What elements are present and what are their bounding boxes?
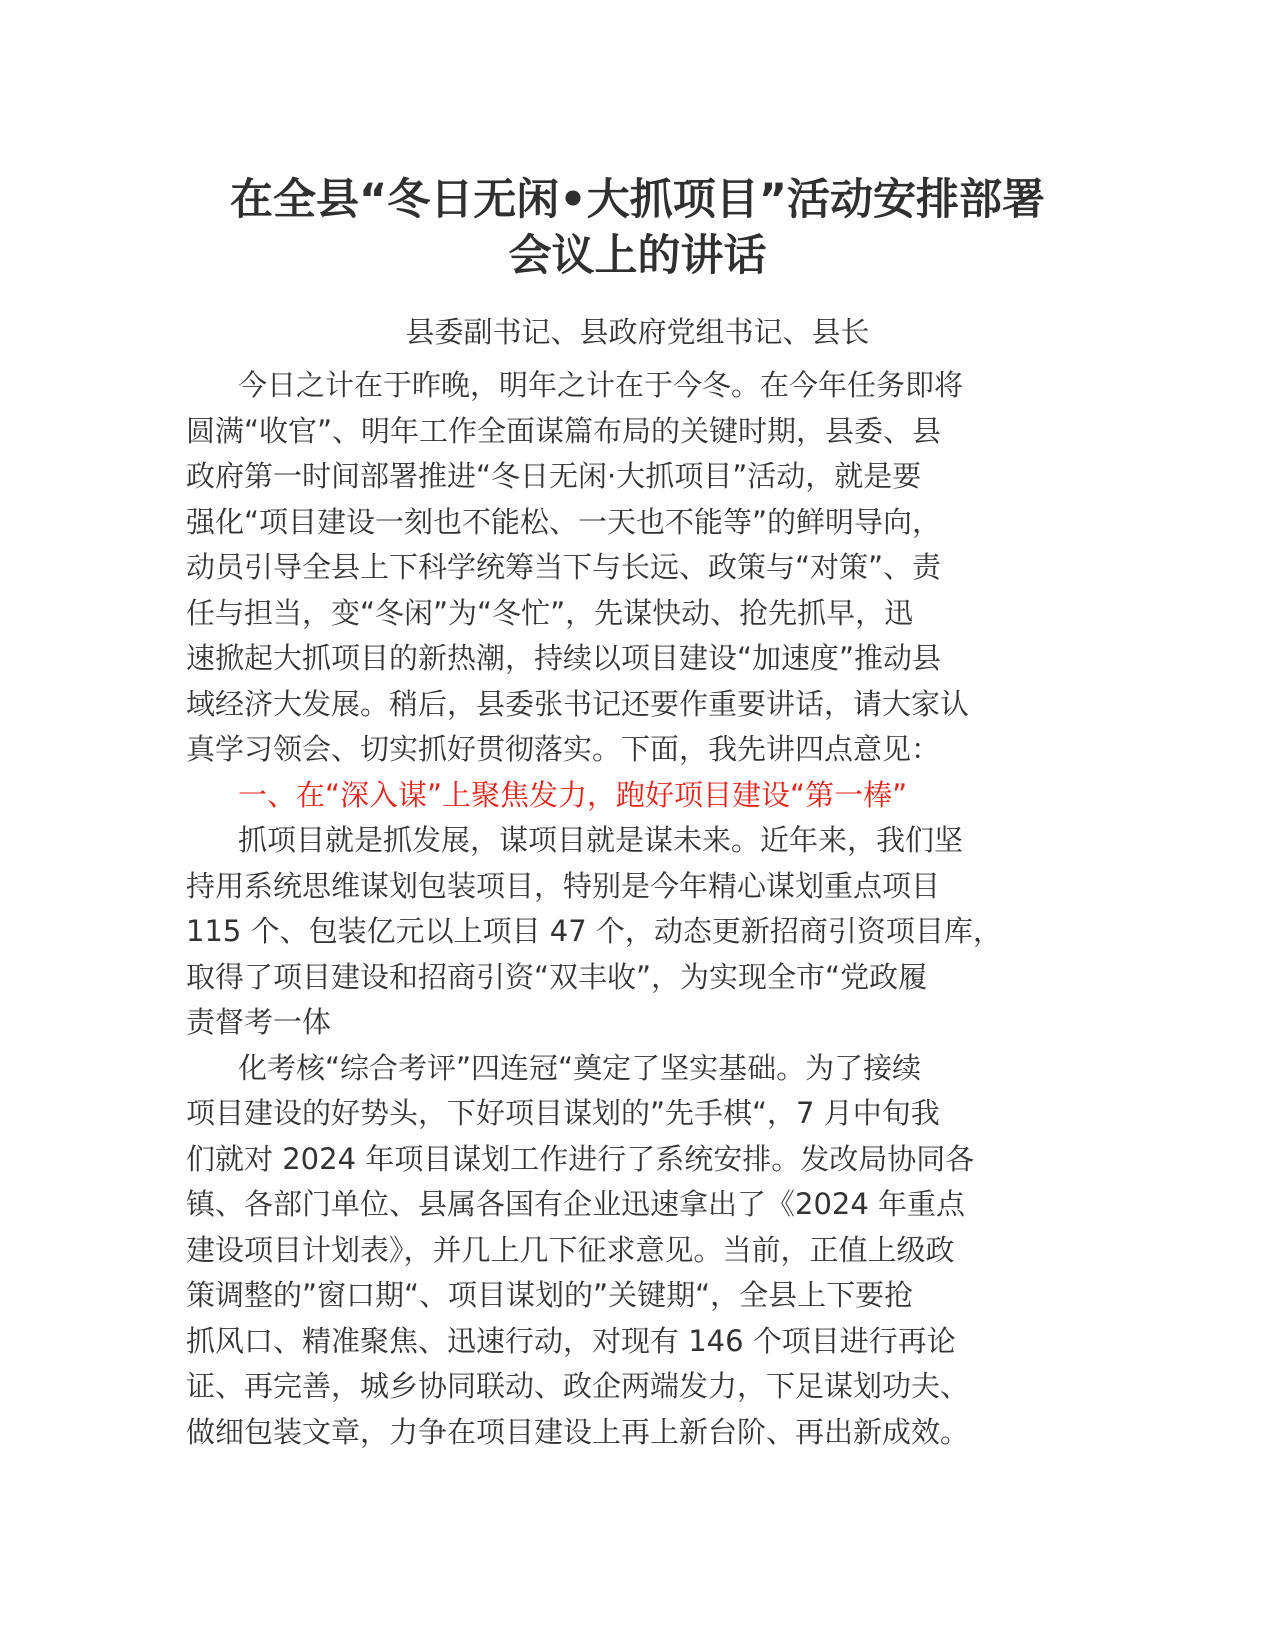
title-line: 在全县“冬日无闲•大抓项目”活动安排部署 bbox=[229, 175, 1045, 225]
section-heading bbox=[186, 773, 1091, 819]
text-line: 证、再完善，城乡协同联动、政企两端发力，下足谋划功夫、 bbox=[186, 1369, 970, 1403]
document-title bbox=[160, 172, 1115, 284]
text-line: 政府第一时间部署推进“冬日无闲·大抓项目”活动，就是要 bbox=[186, 459, 922, 493]
text-line: 项目建设的好势头，下好项目谋划的”先手棋“，7 月中旬我 bbox=[186, 1096, 940, 1130]
text-line: 真学习领会、切实抓好贯彻落实。下面，我先讲四点意见： bbox=[186, 732, 941, 766]
text-line: 持用系统思维谋划包装项目，特别是今年精心谋划重点项目 bbox=[186, 868, 941, 903]
section-heading-text: 一、在“深入谋”上聚焦发力，跑好项目建设“第一棒” bbox=[238, 777, 908, 812]
body-paragraph bbox=[186, 1046, 1091, 1456]
text-line: 抓项目就是抓发展，谋项目就是谋未来。近年来，我们坚 bbox=[238, 823, 964, 857]
text-line: 115 个、包装亿元以上项目 47 个，动态更新招商引资项目库， bbox=[186, 914, 1002, 948]
text-line: 任与担当，变“冬闲”为“冬忙”，先谋快动、抢先抓早，迅 bbox=[186, 595, 914, 630]
text-line: 动员引导全县上下科学统筹当下与长远、政策与“对策”、责 bbox=[186, 550, 942, 584]
body-paragraph bbox=[186, 818, 1091, 1046]
text-line: 化考核“综合考评”四连冠“奠定了坚实基础。为了接续 bbox=[238, 1050, 922, 1085]
text-line: 镇、各部门单位、县属各国有企业迅速拿出了《2024 年重点 bbox=[186, 1187, 966, 1221]
text-line: 策调整的”窗口期“、项目谋划的”关键期“，全县上下要抢 bbox=[186, 1278, 914, 1312]
text-line: 做细包装文章，力争在项目建设上再上新台阶、再出新成效。 bbox=[186, 1414, 970, 1449]
text-line: 速掀起大抓项目的新热潮，持续以项目建设“加速度”推动县 bbox=[186, 641, 942, 675]
text-line: 今日之计在于昨晚，明年之计在于今冬。在今年任务即将 bbox=[238, 368, 964, 402]
speaker-title: 县委副书记、县政府党组书记、县长 bbox=[405, 315, 870, 349]
text-line: 强化“项目建设一刻也不能松、一天也不能等”的鲜明导向， bbox=[186, 504, 942, 539]
text-line: 们就对 2024 年项目谋划工作进行了系统安排。发改局协同各 bbox=[186, 1141, 975, 1176]
text-line: 责督考一体 bbox=[186, 1005, 332, 1039]
text-line: 建设项目计划表》，并几上几下征求意见。当前，正值上级政 bbox=[186, 1232, 955, 1267]
text-line: 圆满“收官”、明年工作全面谋篇布局的关键时期，县委、县 bbox=[186, 413, 942, 448]
intro-paragraph bbox=[186, 363, 1091, 773]
title-line: 会议上的讲话 bbox=[508, 231, 767, 281]
speech-body bbox=[186, 363, 1091, 1455]
text-line: 域经济大发展。稍后，县委张书记还要作重要讲话，请大家认 bbox=[186, 686, 970, 721]
text-line: 抓风口、精准聚焦、迅速行动，对现有 146 个项目进行再论 bbox=[186, 1323, 956, 1358]
text-line: 取得了项目建设和招商引资“双丰收”，为实现全市“党政履 bbox=[186, 959, 928, 994]
